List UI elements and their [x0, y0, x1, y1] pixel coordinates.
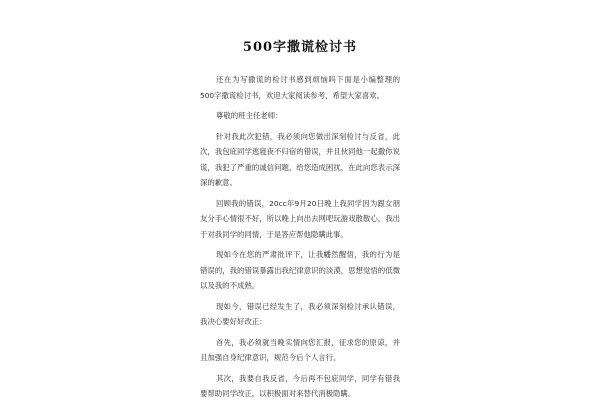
intro-paragraph: 还在为写撒谎的检讨书感到烦恼吗下面是小编整理的500字撒谎检讨书，欢迎大家阅读参考，希望大家喜欢。 — [200, 75, 400, 100]
document-title: 500字撒谎检讨书 — [242, 40, 358, 55]
body-paragraph: 其次，我要自我反省，今后再不包庇同学，同学有错我要帮助同学改正，以积极面对来替代消极隐瞒。 — [200, 373, 400, 398]
body-paragraph: 现如今，错误已经发生了，我必须深刻检讨承认错误，我决心要好好改正： — [200, 301, 400, 326]
body-paragraph: 针对我此次犯错，我必须向您做出深刻检讨与反省，此次，我包庇同学逃寝夜不归宿的错误，并且伙同他一起撒你说谎，我犯了严重的诚信问题，给您造成困扰，在此向您表示深深的歉意。 — [200, 131, 400, 187]
body-paragraph: 回顾我的错误，20cc年9月20日晚上我同学因为跟女朋友分手心情很不好，所以晚上向出去网吧玩游戏散散心，我出于对我同学的同情，于是答应帮他隐瞒此事。 — [200, 198, 400, 239]
body-paragraph: 现如今在您的严肃批评下，让我幡然醒悟，我的行为是错误的，我的错误暴露出我纪律意识的淡漠，思想觉悟的低微以及我的不成熟。 — [200, 250, 400, 290]
document-body — [200, 72, 400, 400]
salutation: 尊敬的班主任老师： — [216, 111, 283, 120]
body-paragraph: 首先，我必须就当晚实情向您汇报，征求您的原谅，并且加强自身纪律意识，规范今后个人言行。 — [200, 337, 400, 362]
